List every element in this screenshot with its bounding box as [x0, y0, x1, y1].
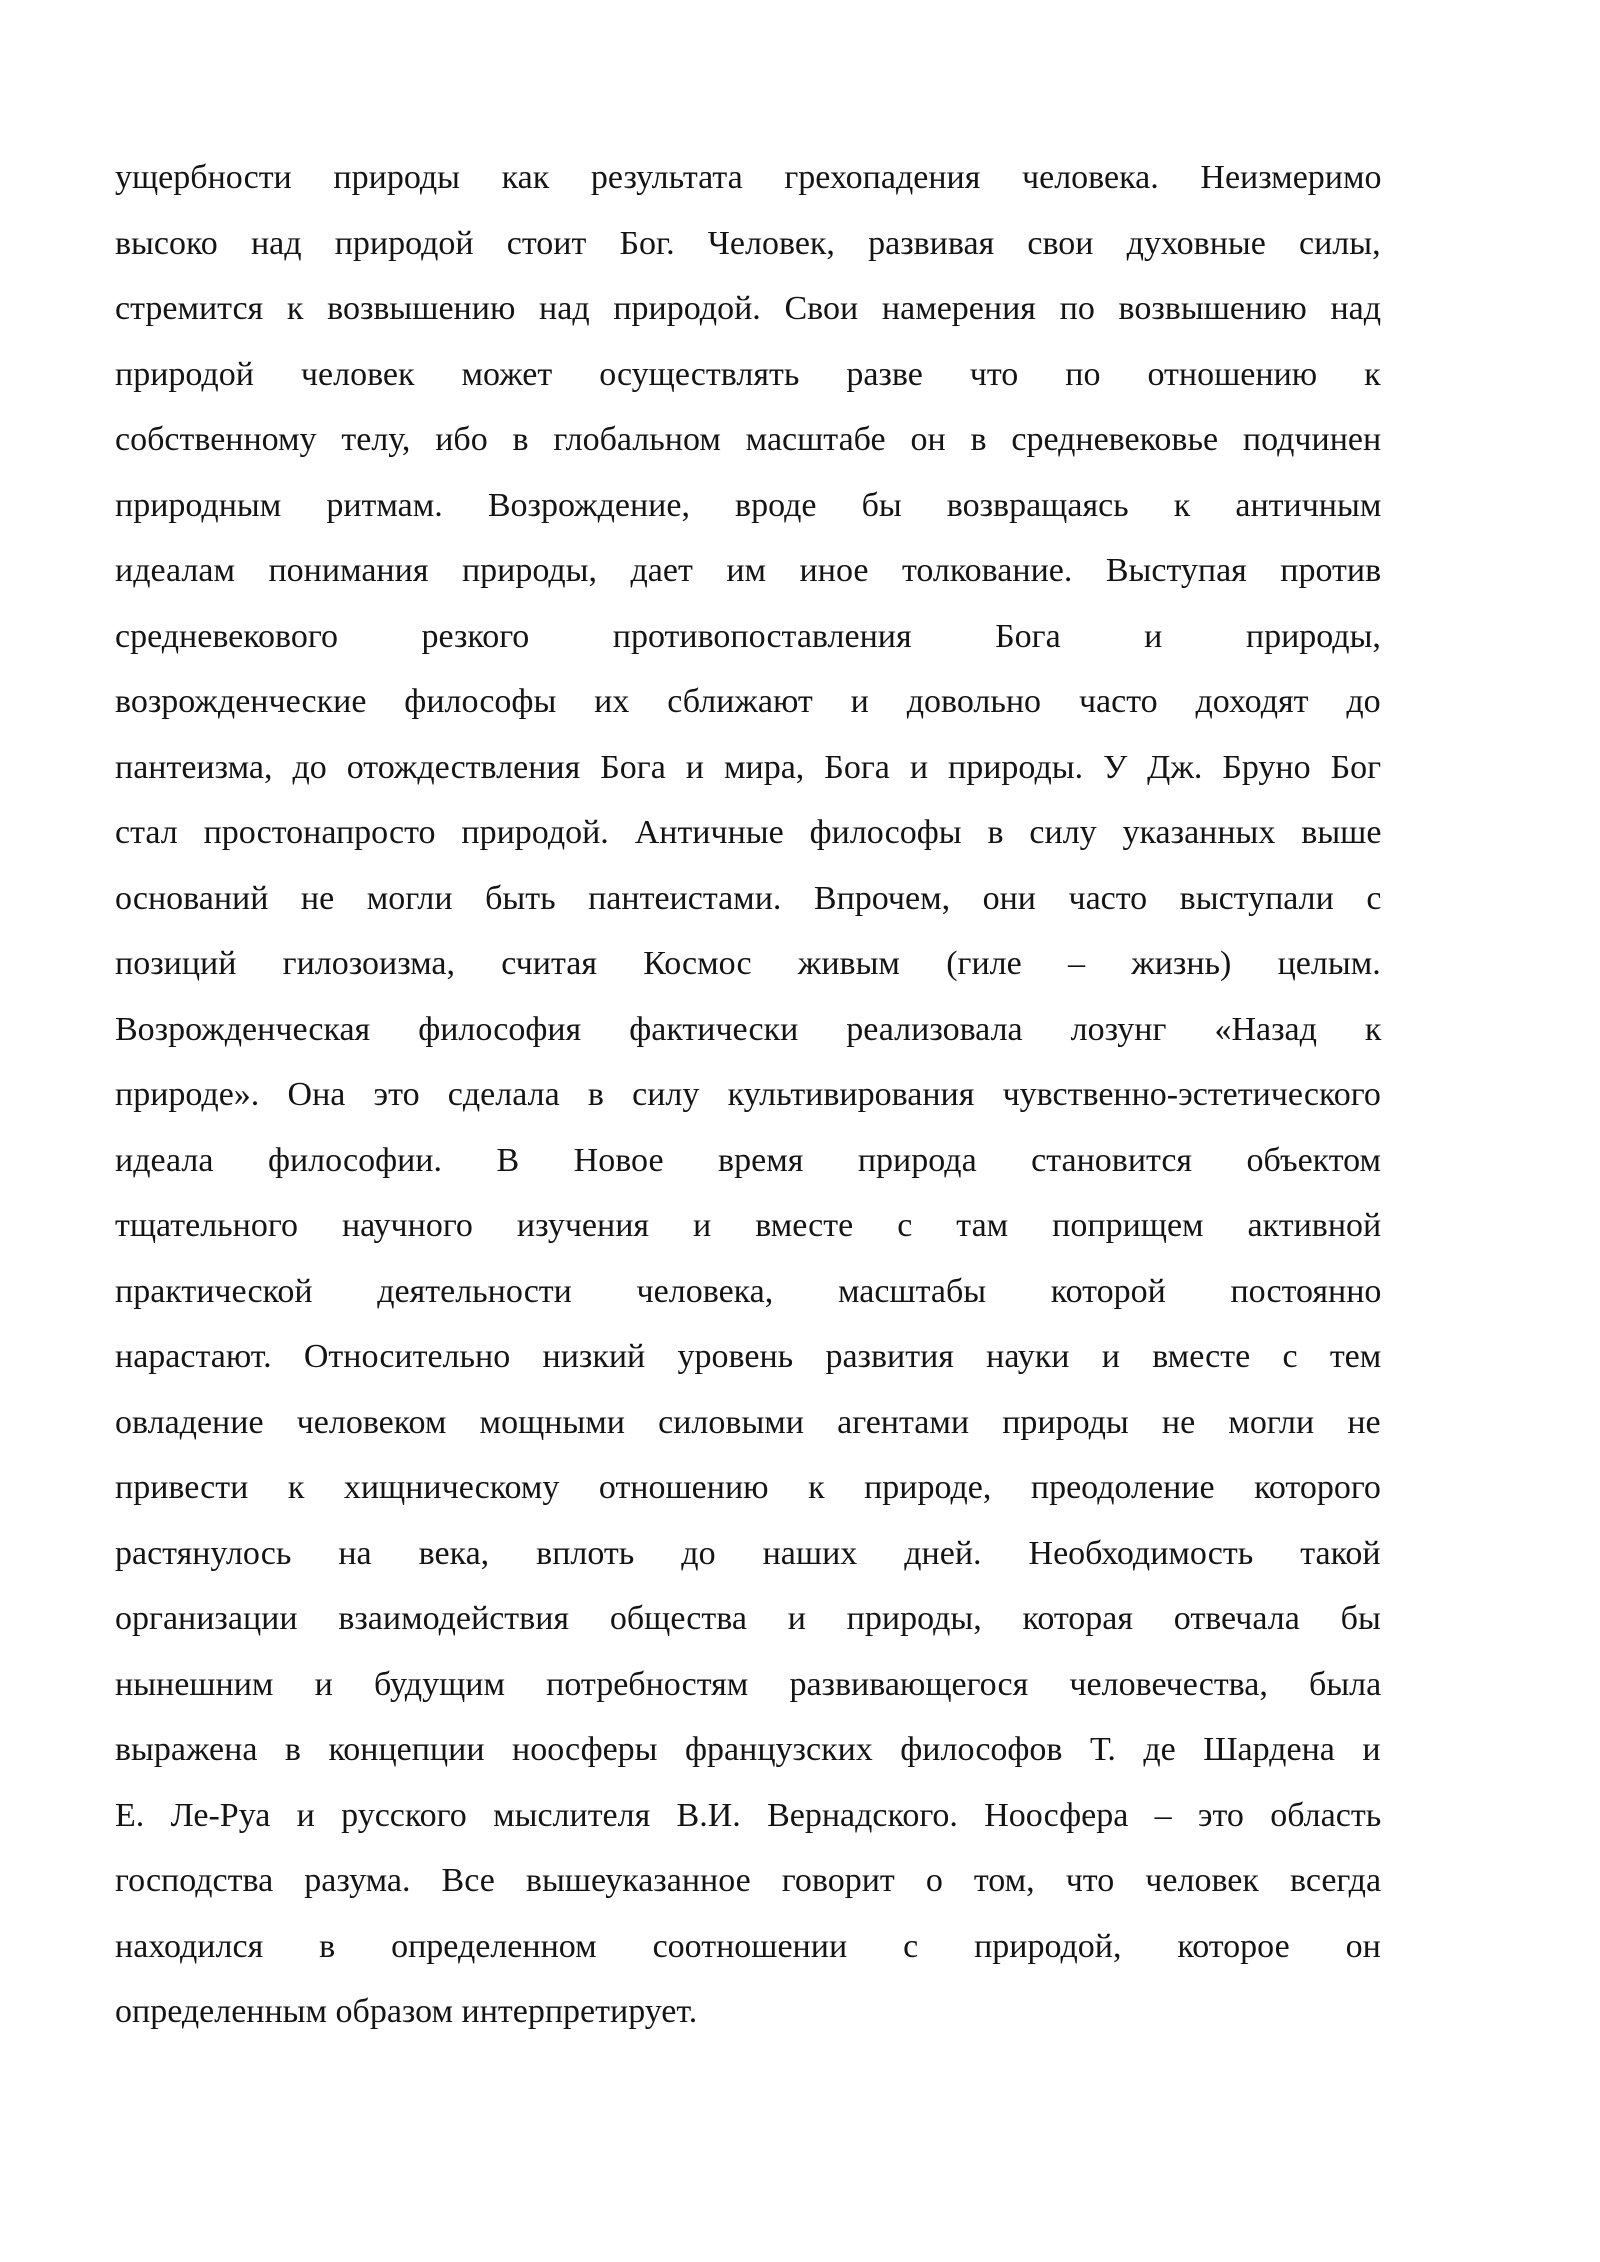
paragraph-line: привести к хищническому отношению к природе, преодоление которого	[115, 1469, 1381, 1506]
paragraph-line: нарастают. Относительно низкий уровень развития науки и вместе с тем	[115, 1338, 1382, 1375]
paragraph-line: природе». Она это сделала в силу культивирования чувственно-эстетического	[115, 1076, 1381, 1113]
paragraph-line: организации взаимодействия общества и природы, которая отвечала бы	[115, 1600, 1381, 1637]
paragraph-line: нынешним и будущим потребностям развивающегося человечества, была	[115, 1665, 1382, 1703]
paragraph-line: природой человек может осуществлять разве что по отношению к	[115, 355, 1381, 393]
paragraph-line: идеалам понимания природы, дает им иное толкование. Выступая против	[115, 552, 1382, 589]
paragraph-line: собственному телу, ибо в глобальном масштабе он в средневековье подчинен	[115, 421, 1382, 458]
paragraph-line: Возрожденческая философия фактически реализовала лозунг «Назад к	[115, 1010, 1382, 1048]
paragraph-line: тщательного научного изучения и вместе с там поприщем активной	[115, 1207, 1382, 1244]
paragraph-line: пантеизма, до отождествления Бога и мира, Бога и природы. У Дж. Бруно Бог	[115, 748, 1382, 786]
body-paragraph	[115, 145, 1381, 2045]
paragraph-line: ущербности природы как результата грехопадения человека. Неизмеримо	[115, 159, 1382, 196]
paragraph-line: позиций гилозоизма, считая Космос живым (гиле – жизнь) целым.	[115, 945, 1381, 982]
paragraph-line: высоко над природой стоит Бог. Человек, развивая свои духовные силы,	[115, 224, 1381, 262]
paragraph-line: практической деятельности человека, масштабы которой постоянно	[115, 1272, 1382, 1310]
paragraph-line: природным ритмам. Возрождение, вроде бы возвращаясь к античным	[115, 486, 1382, 524]
paragraph-line: Е. Ле-Руа и русского мыслителя В.И. Вернадского. Ноосфера – это область	[115, 1796, 1382, 1834]
paragraph-line: овладение человеком мощными силовыми агентами природы не могли не	[115, 1403, 1381, 1441]
paragraph-line: выражена в концепции ноосферы французских философов Т. де Шардена и	[115, 1731, 1381, 1768]
paragraph-line: стал простонапросто природой. Античные философы в силу указанных выше	[115, 814, 1382, 851]
paragraph-line: господства разума. Все вышеуказанное говорит о том, что человек всегда	[115, 1862, 1382, 1899]
paragraph-line: оснований не могли быть пантеистами. Впрочем, они часто выступали с	[115, 879, 1382, 917]
paragraph-line: идеала философии. В Новое время природа становится объектом	[115, 1141, 1382, 1179]
paragraph-line: стремится к возвышению над природой. Свои намерения по возвышению над	[115, 290, 1382, 327]
paragraph-line: возрожденческие философы их сближают и довольно часто доходят до	[115, 683, 1381, 720]
paragraph-line: находился в определенном соотношении с природой, которое он	[115, 1927, 1381, 1965]
paragraph-line: растянулось на века, вплоть до наших дней. Необходимость такой	[115, 1534, 1381, 1572]
paragraph-line-last: определенным образом интерпретирует.	[115, 1993, 698, 2030]
paragraph-line: средневекового резкого противопоставления Бога и природы,	[115, 617, 1381, 655]
